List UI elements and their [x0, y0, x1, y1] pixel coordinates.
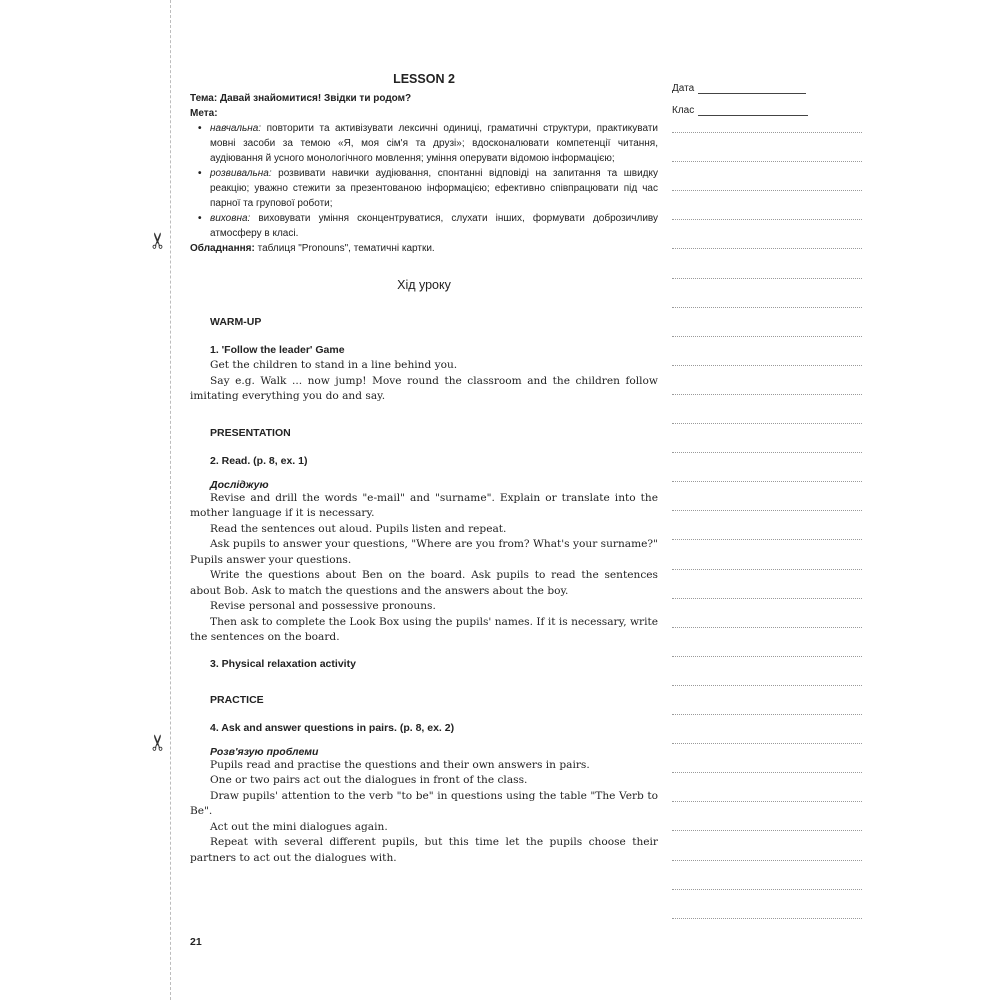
note-line[interactable] — [672, 248, 862, 249]
note-line[interactable] — [672, 394, 862, 395]
note-line[interactable] — [672, 918, 862, 919]
presentation-heading: PRESENTATION — [210, 426, 291, 439]
note-line[interactable] — [672, 423, 862, 424]
date-label: Дата — [672, 83, 695, 94]
paragraph: Ask pupils to answer your questions, "Where are you from? What's your surname?" Pupils answer your questions. — [190, 538, 658, 566]
course-heading: Хід уроку — [397, 278, 451, 292]
note-line[interactable] — [672, 452, 862, 453]
goals-list — [190, 121, 658, 241]
aim-label: Мета: — [190, 108, 218, 119]
equipment-line: Обладнання: таблиця "Pronouns", тематичні картки. — [190, 243, 435, 254]
note-line[interactable] — [672, 889, 862, 890]
note-line[interactable] — [672, 539, 862, 540]
note-line[interactable] — [672, 278, 862, 279]
lesson-content — [190, 72, 658, 866]
date-field — [672, 72, 862, 94]
practice-label: Розв'язую проблеми — [210, 745, 319, 758]
paragraph: Then ask to complete the Look Box using the pupils' names. If it is necessary, write the sentences on the board. — [190, 615, 658, 643]
scissors-icon: ✂ — [146, 231, 172, 250]
note-line[interactable] — [672, 714, 862, 715]
note-line[interactable] — [672, 598, 862, 599]
presentation-label: Досліджую — [210, 478, 269, 491]
note-line[interactable] — [672, 307, 862, 308]
date-underline[interactable] — [698, 83, 806, 94]
note-line[interactable] — [672, 365, 862, 366]
note-line[interactable] — [672, 772, 862, 773]
page-number: 21 — [190, 936, 202, 948]
class-label: Клас — [672, 105, 695, 116]
warmup-item-title: 1. 'Follow the leader' Game — [210, 344, 345, 356]
paragraph: Write the questions about Ben on the board. Ask pupils to read the sentences about Bob. Ask to match the questions and the answers about the boy. — [190, 569, 658, 597]
note-line[interactable] — [672, 627, 862, 628]
presentation-item-title: 2. Read. (p. 8, ex. 1) — [210, 454, 308, 467]
class-field — [672, 94, 862, 116]
paragraph: Repeat with several different pupils, but this time let the pupils choose their partners to act out the dialogues with. — [190, 836, 658, 864]
class-underline[interactable] — [698, 105, 808, 116]
goal-item: • виховна: виховувати уміння сконцентруватися, слухати інших, формувати доброзичливу атмосферу в класі. — [190, 211, 658, 241]
paragraph: Revise personal and possessive pronouns. — [210, 600, 436, 612]
note-line[interactable] — [672, 481, 862, 482]
note-line[interactable] — [672, 219, 862, 220]
note-line[interactable] — [672, 190, 862, 191]
goal-item: • навчальна: повторити та активізувати лексичні одиниці, граматичні структури, практикувати мовні засоби за темою «Я, моя сім'я та друзі»; вдосконалювати компетенції читання, аудіювання й усного монологічного мовлення; уміння оперувати відомою інформацією; — [190, 121, 658, 166]
paragraph: Draw pupils' attention to the verb "to be" in questions using the table "The Verb to Be". — [190, 789, 658, 817]
note-line[interactable] — [672, 569, 862, 570]
note-line[interactable] — [672, 801, 862, 802]
note-line[interactable] — [672, 132, 862, 133]
paragraph: Act out the mini dialogues again. — [210, 820, 388, 833]
note-line[interactable] — [672, 830, 862, 831]
side-fields — [672, 72, 862, 116]
paragraph: Pupils read and practise the questions and their own answers in pairs. — [210, 758, 590, 771]
paragraph: Revise and drill the words "e-mail" and "surname". Explain or translate into the mother language if it is necessary. — [190, 491, 658, 519]
practice-heading: PRACTICE — [210, 693, 264, 706]
relaxation-item-title: 3. Physical relaxation activity — [210, 657, 356, 670]
paragraph: One or two pairs act out the dialogues in front of the class. — [210, 774, 528, 786]
lesson-title: LESSON 2 — [393, 72, 455, 86]
note-line[interactable] — [672, 161, 862, 162]
paragraph: Read the sentences out aloud. Pupils listen and repeat. — [210, 522, 507, 535]
note-line[interactable] — [672, 860, 862, 861]
practice-item-title: 4. Ask and answer questions in pairs. (p. 8, ex. 2) — [210, 721, 455, 734]
goal-item: • розвивальна: розвивати навички аудіювання, спонтанні відповіді на запитання та швидку реакцію; уважно стежити за презентованою інформацією; ефективно співпрацювати під час парної та групової роботи; — [190, 166, 658, 211]
paragraph: Get the children to stand in a line behind you. — [210, 359, 458, 371]
note-line[interactable] — [672, 656, 862, 657]
paragraph: Say e.g. Walk ... now jump! Move round the classroom and the children follow imitating everything you do and say. — [190, 374, 658, 402]
cut-line — [170, 0, 171, 1000]
note-line[interactable] — [672, 510, 862, 511]
topic-line: Тема: Давай знайомитися! Звідки ти родом? — [190, 93, 412, 104]
warmup-heading: WARM-UP — [210, 316, 262, 328]
note-line[interactable] — [672, 336, 862, 337]
scissors-icon: ✂ — [146, 733, 172, 752]
note-line[interactable] — [672, 685, 862, 686]
note-line[interactable] — [672, 743, 862, 744]
